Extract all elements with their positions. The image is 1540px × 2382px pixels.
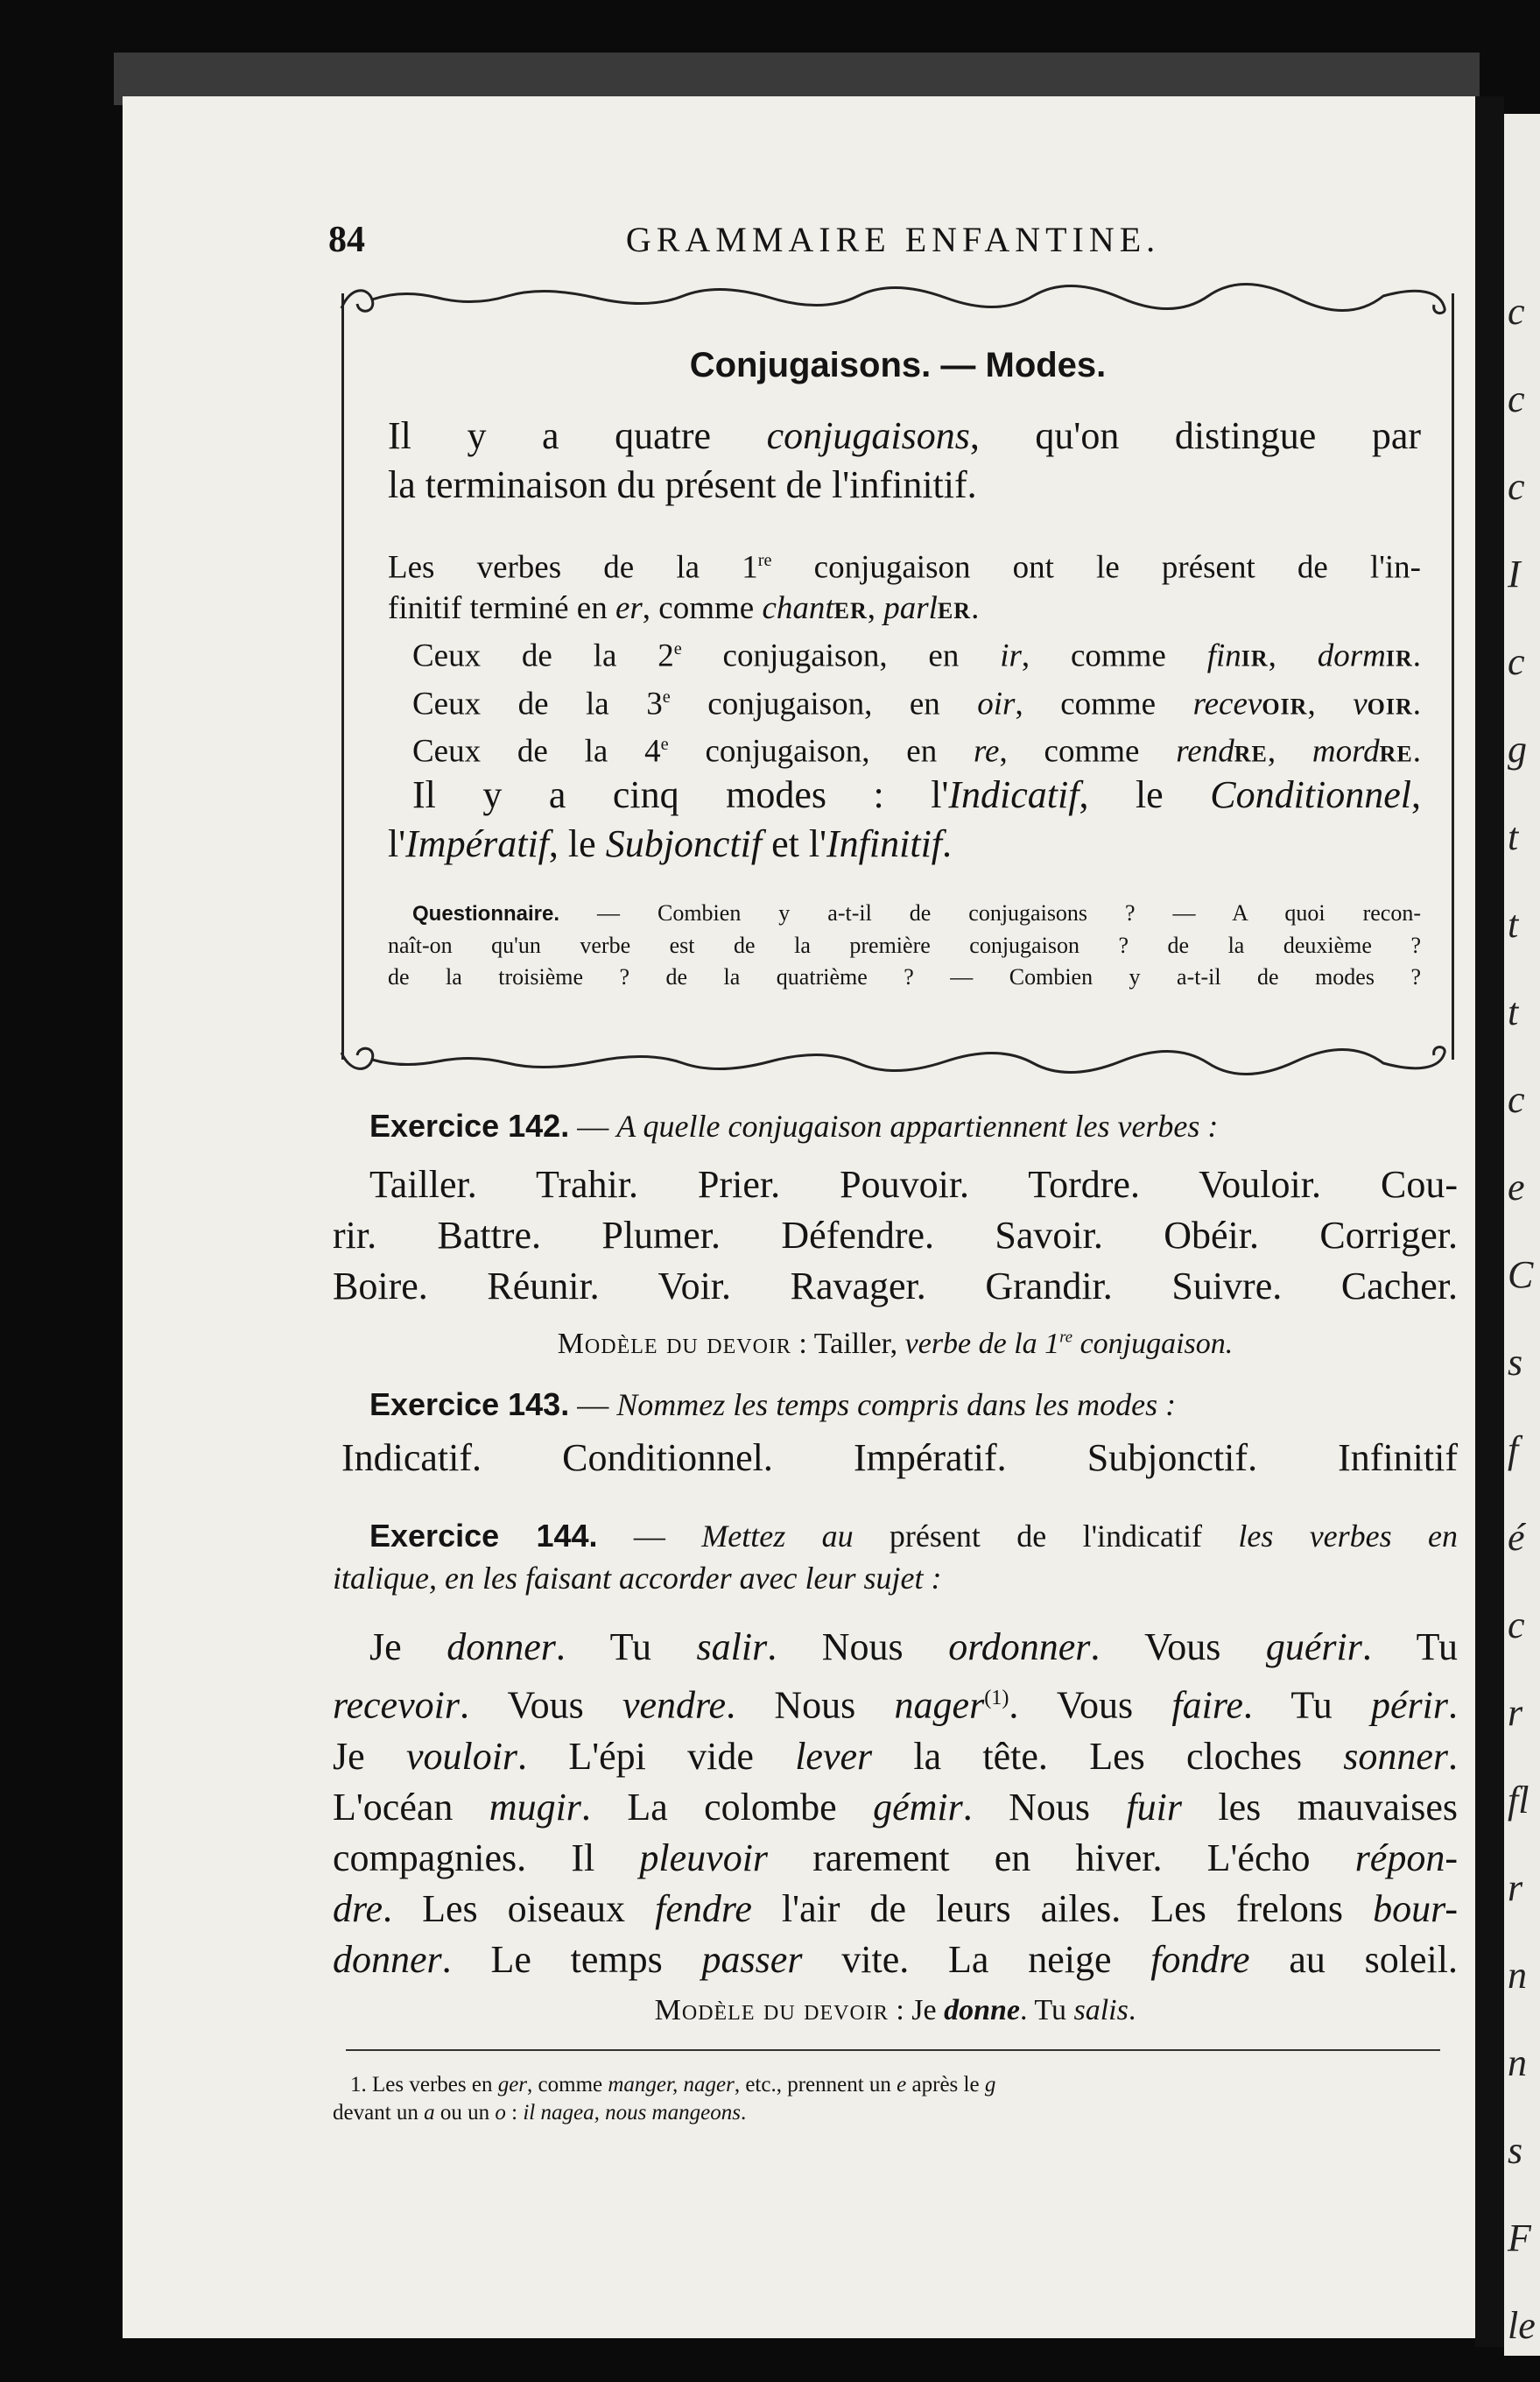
italic-term: conjugaisons (766, 414, 970, 457)
example-ending: er (833, 590, 868, 627)
verb-to-conjugate: mugir (489, 1785, 581, 1829)
footnote-rule (346, 2049, 1440, 2051)
exercise-label: Exercice 142. (369, 1108, 570, 1144)
text: Il y a cinq modes : l' (412, 773, 949, 816)
text: , comme (527, 2073, 608, 2097)
exercise-instruction: les verbes en (1238, 1519, 1458, 1554)
text: les mauvaises (1182, 1785, 1458, 1829)
superscript: re (1059, 1328, 1073, 1347)
verb-to-conjugate: vendre (622, 1683, 727, 1727)
exercise-line: Boire. Réunir. Voir. Ravager. Grandir. Suivre. Cacher. (333, 1265, 1458, 1307)
text: , comme (999, 733, 1177, 770)
verb-to-conjugate: donner (333, 1937, 442, 1981)
text: — (569, 1387, 617, 1422)
questionnaire (388, 898, 1421, 993)
neighbor-fragment: F (1508, 2216, 1531, 2259)
model-label: Modèle du devoir (654, 1993, 889, 2026)
text: : (505, 2101, 524, 2125)
text: conjugaison, en (681, 638, 1001, 674)
footnote (333, 2071, 1436, 2127)
text: devant un (333, 2101, 425, 2125)
conjugation-details (388, 540, 1421, 772)
neighbor-fragment: I (1508, 553, 1521, 596)
text: Je (911, 1993, 945, 2026)
neighbor-fragment: le (1508, 2304, 1536, 2347)
exercise-heading (333, 1515, 1458, 1557)
text: , (1307, 685, 1354, 722)
text: , le (1079, 773, 1211, 816)
text: rarement en hiver. L'écho (768, 1836, 1355, 1879)
text: , etc., prennent un (734, 2073, 897, 2097)
italic-text: ger (497, 2073, 528, 2097)
question-line: naît-on qu'un verbe est de la première conjugaison ? de la deuxième ? (388, 933, 1421, 958)
rule-line: la terminaison du présent de l'infinitif. (388, 463, 977, 506)
text: l'air de leurs ailes. Les frelons (751, 1886, 1374, 1930)
gutter-shadow (1475, 96, 1504, 2347)
exercise-line (333, 1731, 1458, 1782)
text: . Tu (1242, 1683, 1371, 1727)
mode-name: Infinitif (826, 822, 943, 865)
neighbor-fragment: r (1508, 1866, 1523, 1909)
verb-to-conjugate: passer (701, 1937, 803, 1981)
exercise-line (333, 1884, 1458, 1934)
italic-text: salis (1073, 1993, 1129, 2026)
neighbor-fragment: c (1508, 465, 1525, 508)
verb-to-conjugate: nager (894, 1683, 985, 1727)
text: , le (548, 822, 606, 865)
running-head (328, 219, 1405, 271)
text: , (1268, 638, 1318, 674)
superscript: re (757, 551, 772, 570)
example-stem: parl (883, 590, 938, 627)
exercise-instruction: italique, en les faisant accorder avec leur sujet : (333, 1561, 942, 1596)
example-stem: rend (1176, 733, 1234, 770)
italic-text: e (897, 2073, 907, 2097)
text: , (1267, 733, 1312, 770)
model-label: Modèle du devoir (557, 1328, 791, 1360)
text: l' (388, 822, 406, 865)
text: . Le temps (441, 1937, 702, 1981)
text: . (1448, 1734, 1459, 1778)
neighbor-fragment: r (1508, 1691, 1523, 1734)
exercise-line: rir. Battre. Plumer. Défendre. Savoir. Obéir. Corriger. (333, 1214, 1458, 1257)
text: , (1411, 773, 1421, 816)
text: après le (906, 2073, 985, 2097)
example-stem: chant (762, 590, 834, 627)
rule-line (388, 820, 1421, 869)
text: finitif terminé en (388, 590, 615, 627)
text: . (740, 2101, 747, 2125)
text: . Les oiseaux (383, 1886, 656, 1930)
exercise-heading (333, 1557, 1458, 1599)
neighbor-fragment: t (1508, 815, 1519, 858)
text: . (1448, 1683, 1458, 1727)
text: . (1412, 733, 1422, 770)
mode-name: Conditionnel (1210, 773, 1411, 816)
verb-to-conjugate: sonner (1343, 1734, 1449, 1778)
rule-modes (388, 771, 1421, 869)
lesson-box (341, 293, 1454, 1060)
ending: ir (1000, 638, 1022, 674)
verb-to-conjugate: donner (447, 1625, 556, 1668)
text: au soleil. (1249, 1937, 1458, 1981)
text: conjugaison, en (668, 733, 974, 770)
mode-name: Impératif (405, 822, 549, 865)
neighbor-fragment: fl (1508, 1779, 1529, 1822)
footnote-line (333, 2099, 1436, 2127)
verb-to-conjugate: bour- (1373, 1886, 1459, 1930)
example-stem: fin (1206, 638, 1241, 674)
neighbor-fragment: s (1508, 1341, 1523, 1384)
rule-line (388, 771, 1421, 820)
verb-to-conjugate: dre (333, 1886, 383, 1930)
exercise-label: Exercice 144. (369, 1518, 598, 1554)
text: compagnies. Il (333, 1836, 640, 1879)
text: : (791, 1328, 814, 1360)
exercise-line (333, 1673, 1458, 1731)
superscript: e (660, 734, 669, 754)
neighbor-fragment: c (1508, 290, 1525, 333)
verb-to-conjugate: recevoir (333, 1683, 460, 1727)
model-answer (333, 1994, 1458, 2027)
neighbor-fragment: n (1508, 1954, 1527, 1997)
lesson-title: Conjugaisons. — Modes. (689, 346, 1107, 384)
text: — (597, 1519, 702, 1554)
detail-line (388, 677, 1421, 724)
neighbor-fragment: C (1508, 1253, 1534, 1296)
text: . Vous (1009, 1683, 1172, 1727)
text: conjugaison, en (670, 685, 978, 722)
footnote-line (333, 2071, 1436, 2099)
example-ending: ir (1385, 638, 1413, 674)
detail-line (388, 588, 1421, 629)
italic-text: donne (944, 1993, 1021, 2026)
question-line: de la troisième ? de la quatrième ? — Combien y a-t-il de modes ? (388, 964, 1421, 990)
text: . (1412, 685, 1421, 722)
exercise-line (333, 1934, 1458, 1985)
verb-to-conjugate: répon- (1354, 1836, 1458, 1879)
text: Ceux de la 4 (412, 733, 661, 770)
exercise-line: Indicatif. Conditionnel. Impératif. Subjonctif. Infinitif (341, 1436, 1458, 1479)
text: et l' (762, 822, 827, 865)
neighbor-fragment: s (1508, 2129, 1523, 2172)
text: conjugaison ont le présent de l'in- (771, 549, 1421, 586)
neighbor-fragment: e (1508, 1166, 1525, 1209)
italic-text: a (424, 2101, 435, 2125)
exercise-body (333, 1433, 1458, 1483)
text: Je (333, 1734, 406, 1778)
exercise-instruction: A quelle conjugaison appartiennent les verbes : (616, 1109, 1219, 1144)
italic-text: conjugaison. (1072, 1328, 1234, 1360)
ending: er (615, 590, 643, 627)
text: , comme (642, 590, 763, 627)
verb-to-conjugate: salir (696, 1625, 768, 1668)
text: ou un (434, 2101, 496, 2125)
example-ending: oir (1262, 685, 1308, 722)
running-title: GRAMMAIRE ENFANTINE. (625, 220, 1161, 259)
exercise-body (333, 1622, 1458, 1985)
neighbor-fragment: c (1508, 1078, 1525, 1121)
text: . Vous (459, 1683, 622, 1727)
superscript: e (662, 687, 671, 707)
italic-text: g (984, 2073, 996, 2097)
text: . Vous (1090, 1625, 1266, 1668)
text: présent de l'indicatif (853, 1519, 1239, 1554)
verb-to-conjugate: fendre (655, 1886, 752, 1930)
text: — Combien y a-t-il de conjugaisons ? — A quoi recon- (559, 900, 1421, 926)
text: Ceux de la 3 (412, 685, 663, 722)
example-stem: recev (1192, 685, 1262, 722)
example-ending: ir (1241, 638, 1269, 674)
verb-to-conjugate: périr (1371, 1683, 1448, 1727)
detail-line (388, 540, 1421, 588)
text: . La colombe (580, 1785, 874, 1829)
example-stem: mord (1311, 733, 1380, 770)
detail-line (388, 724, 1421, 772)
verb-to-conjugate: fuir (1126, 1785, 1183, 1829)
verb-to-conjugate: vouloir (405, 1734, 518, 1778)
text: , (867, 590, 884, 627)
text: — (569, 1109, 617, 1144)
exercise-142 (333, 1105, 1458, 1361)
exercise-heading (333, 1105, 1458, 1147)
neighbor-fragment: c (1508, 1603, 1525, 1646)
text: Je (369, 1625, 447, 1668)
exercise-line (333, 1833, 1458, 1884)
verb-to-conjugate: pleuvoir (639, 1836, 769, 1879)
text: , qu'on distingue par (969, 414, 1422, 457)
ending: re (974, 733, 1000, 770)
verb-to-conjugate: guérir (1265, 1625, 1362, 1668)
exercise-label: Exercice 143. (369, 1386, 570, 1422)
italic-text: manger, nager (608, 2073, 735, 2097)
verb-to-conjugate: ordonner (948, 1625, 1091, 1668)
footnote-ref: (1) (984, 1686, 1009, 1709)
italic-text: o (495, 2101, 506, 2125)
exercise-144 (333, 1515, 1458, 2027)
exercise-143 (333, 1384, 1458, 1483)
verb-to-conjugate: faire (1171, 1683, 1243, 1727)
exercise-heading (333, 1384, 1458, 1426)
neighbor-fragment: t (1508, 903, 1519, 946)
text: . Nous (726, 1683, 895, 1727)
neighbor-fragment: g (1508, 728, 1527, 771)
exercise-line: Tailler. Trahir. Prier. Pouvoir. Tordre. Vouloir. Cou- (369, 1163, 1458, 1206)
neighbor-fragment: c (1508, 377, 1525, 420)
example-ending: oir (1367, 685, 1413, 722)
italic-text: verbe de la 1 (904, 1328, 1060, 1360)
text: . (942, 822, 953, 865)
example-stem: v (1353, 685, 1368, 722)
rule-line (388, 412, 1421, 461)
text: Les verbes de la 1 (388, 549, 758, 586)
text: , comme (1021, 638, 1207, 674)
page-number: 84 (328, 220, 365, 260)
ornament-bottom (333, 1042, 1458, 1077)
text: 1. Les verbes en (350, 2073, 498, 2097)
question-line (388, 898, 1421, 930)
ornament-bottom-graphic (333, 1042, 1458, 1077)
neighbor-fragment: t (1508, 990, 1519, 1033)
questionnaire-label: Questionnaire. (412, 902, 560, 926)
exercise-line (333, 1782, 1458, 1833)
detail-line (388, 629, 1421, 676)
text: Tailler, (813, 1328, 905, 1360)
example-ending: re (1234, 733, 1268, 770)
example-stem: dorm (1317, 638, 1386, 674)
example-ending: er (937, 590, 972, 627)
exercise-instruction: Nommez les temps compris dans les modes : (616, 1387, 1177, 1422)
mode-name: Indicatif (948, 773, 1079, 816)
text: . (1412, 638, 1422, 674)
verb-to-conjugate: fondre (1150, 1937, 1250, 1981)
text: Ceux de la 2 (412, 638, 674, 674)
verb-to-conjugate: gémir (873, 1785, 963, 1829)
example-ending: re (1379, 733, 1413, 770)
text: Il y a quatre (388, 414, 767, 457)
exercise-body (333, 1159, 1458, 1312)
exercise-instruction: Mettez au (701, 1519, 854, 1554)
text: . (1128, 1993, 1136, 2026)
text: . Nous (962, 1785, 1127, 1829)
model-answer (333, 1328, 1458, 1361)
superscript: e (673, 639, 682, 659)
ending: oir (977, 685, 1016, 722)
neighbor-page-edge (1504, 114, 1540, 2356)
text: , comme (1015, 685, 1193, 722)
text: . (971, 590, 980, 627)
verb-to-conjugate: lever (795, 1734, 873, 1778)
neighbor-fragment: f (1508, 1428, 1519, 1471)
italic-text: il nagea, nous mangeons (523, 2101, 741, 2125)
text: : (888, 1993, 912, 2026)
mode-name: Subjonctif (605, 822, 763, 865)
text: L'océan (333, 1785, 489, 1829)
rule-conjugaisons (388, 412, 1421, 510)
text: . L'épi vide (517, 1734, 796, 1778)
neighbor-fragment: n (1508, 2041, 1527, 2084)
text: . Nous (767, 1625, 949, 1668)
neighbor-fragment: c (1508, 640, 1525, 683)
text: la tête. Les cloches (872, 1734, 1344, 1778)
text: . Tu (555, 1625, 697, 1668)
text: vite. La neige (802, 1937, 1151, 1981)
text: . Tu (1020, 1993, 1074, 2026)
neighbor-fragment: é (1508, 1516, 1525, 1559)
text: . Tu (1361, 1625, 1458, 1668)
exercise-line (333, 1622, 1458, 1673)
exercise-heading-line (369, 1515, 1458, 1557)
